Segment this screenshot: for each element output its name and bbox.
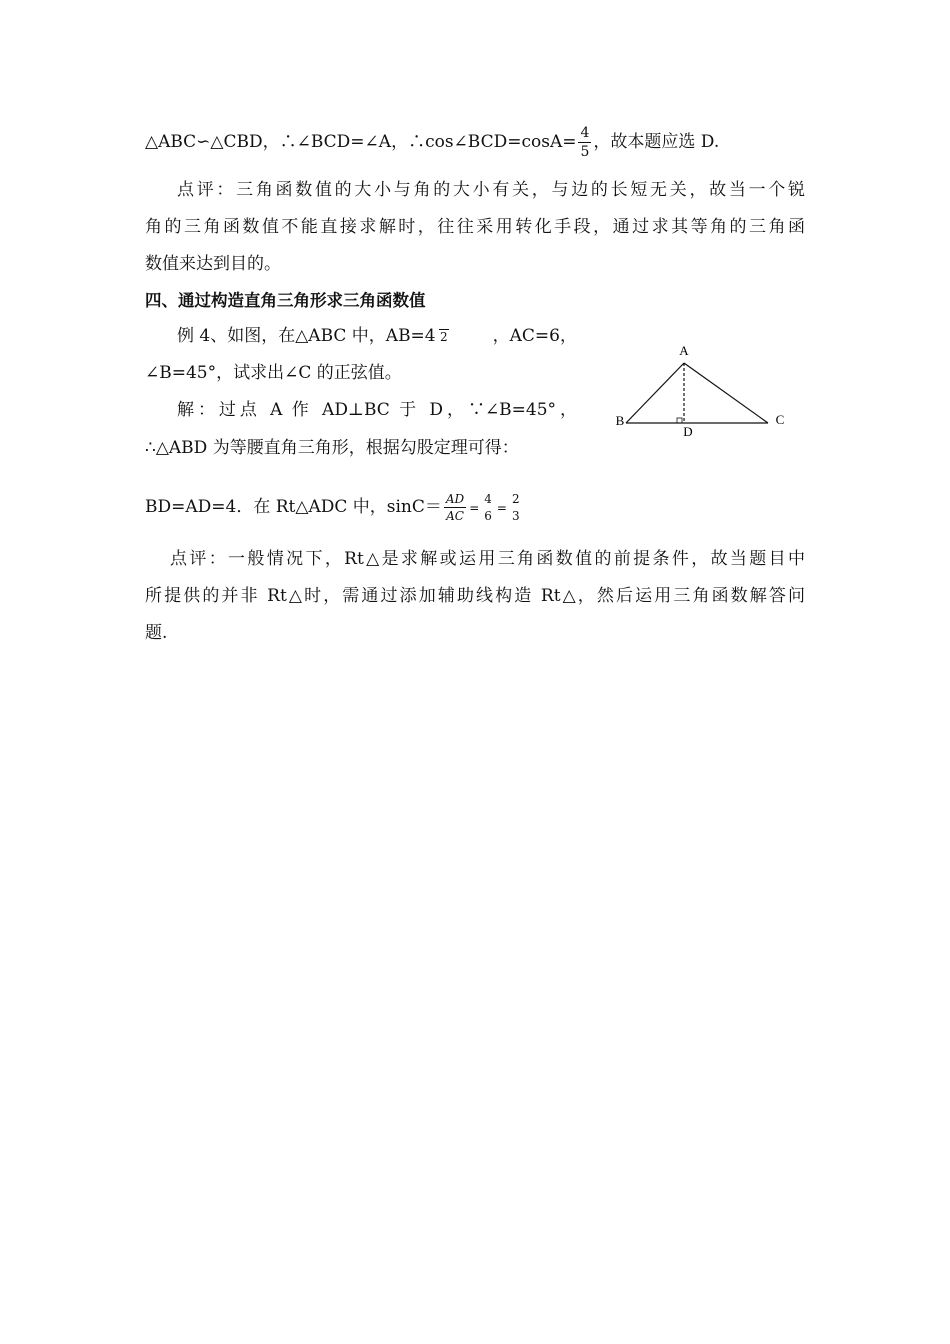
vertex-label-d: D [683,424,693,439]
equals-sign: = [496,500,507,515]
four-sixths-fraction [482,493,494,522]
triangle-figure [600,335,800,445]
equals-sign: = [469,500,480,515]
two-thirds-fraction [510,493,522,522]
solution-line2: ∴△ABD 为等腰直角三角形，根据勾股定理可得： [145,438,519,458]
solution-text: BD=AD=4．在 Rt△ADC 中，sinC＝ [145,497,442,517]
solution-line1: 解：过点 A 作 AD⊥BC 于 D，∵∠B=45°， [177,400,577,420]
comment2-line3: 题. [145,623,168,643]
example4-line2: ∠B=45°，试求出∠C 的正弦值。 [145,363,402,383]
solution-line3 [145,493,524,522]
ad-ac-fraction [444,493,466,522]
fraction-numerator: 4 [484,492,492,506]
section-heading: 四、通过构造直角三角形求三角函数值 [145,291,426,310]
vertex-label-a: A [679,343,689,358]
fraction-numerator: AD [445,492,465,506]
fraction-denominator: 3 [511,509,520,523]
comment2-line1: 点评：一般情况下，Rt△是求解或运用三角函数值的前提条件，故当题目中 [170,549,805,569]
fraction-numerator: 2 [511,492,520,506]
similarity-conclusion [145,126,719,159]
side-ab [626,363,684,423]
comment1-line1: 点评：三角函数值的大小与角的大小有关，与边的长短无关，故当一个锐 [177,180,805,200]
example4-intro [177,324,449,349]
cos-fraction [578,126,591,159]
comment1-line3: 数值来达到目的。 [145,254,281,274]
fraction-denominator: AC [446,509,464,523]
vertex-label-b: B [615,413,625,428]
sqrt-radicand: 2 [440,330,448,344]
vertex-label-c: C [775,412,785,427]
comment2-line2: 所提供的并非 Rt△时，需通过添加辅助线构造 Rt△，然后运用三角函数解答问 [145,586,805,606]
right-angle-marker [677,418,682,423]
example4-ac: ，AC=6， [492,326,577,346]
comment1-line2: 角的三角函数值不能直接求解时，往往采用转化手段，通过求其等角的三角函 [145,217,805,237]
fraction-denominator: 6 [484,509,492,523]
sqrt-symbol [436,324,449,349]
answer-tail: ，故本题应选 D. [593,132,720,152]
fraction-numerator: 4 [580,125,590,141]
example4-text: 例 4、如图，在△ABC 中，AB=4 [177,326,436,346]
fraction-denominator: 5 [580,144,590,160]
example4-line1 [177,324,577,349]
side-ac [684,363,768,423]
similarity-text: △ABC∽△CBD，∴∠BCD=∠A，∴cos∠BCD=cosA= [145,132,577,152]
